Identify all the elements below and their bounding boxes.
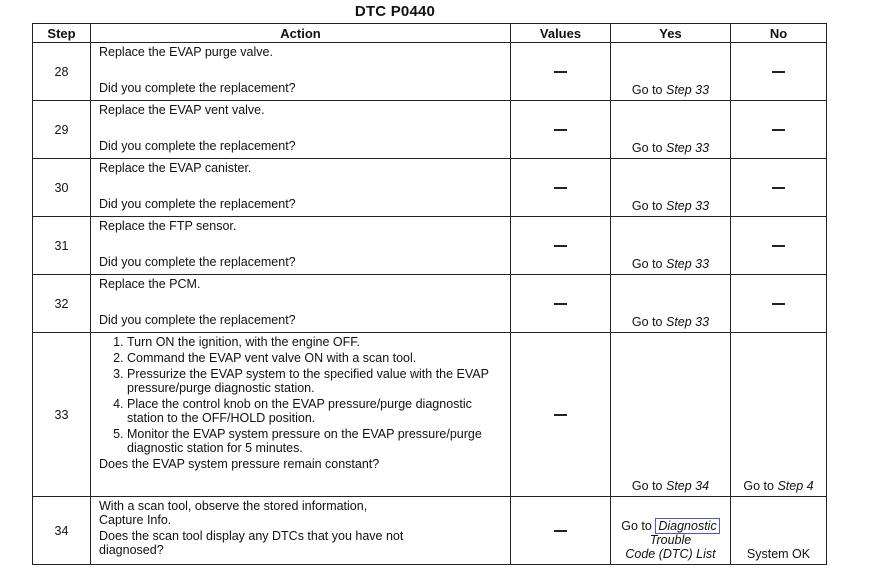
list-item: 1. Turn ON the ignition, with the engine OFF. [127,335,504,349]
action-question: Does the EVAP system pressure remain constant? [99,457,380,471]
step-number: 32 [33,275,91,333]
dash [554,129,567,131]
page-title: DTC P0440 [354,3,436,20]
table-row [33,275,827,333]
dash [554,71,567,73]
step-number: 29 [33,101,91,159]
dash [772,129,785,131]
table-row [33,43,827,101]
yes-step-link[interactable]: Step 33 [665,257,710,271]
values-cell [511,159,611,217]
table-row [33,217,827,275]
action-cell [91,333,511,497]
yes-cell [611,275,731,333]
yes-step-link[interactable]: Step 34 [665,479,710,493]
yes-step-link[interactable]: Step 33 [665,141,710,155]
list-item: 2. Command the EVAP vent valve ON with a scan tool. [127,351,504,365]
step-number: 33 [33,333,91,497]
no-step-link[interactable]: Step 4 [777,479,814,493]
goto-label: Go to [631,257,663,271]
dtc-list-link[interactable]: Diagnostic [655,518,719,534]
yes-cell [611,43,731,101]
dash [772,303,785,305]
action-cell [91,159,511,217]
dash [554,530,567,532]
no-cell [731,333,827,497]
no-cell [731,275,827,333]
action-text: Capture Info. [99,513,172,527]
action-question: Did you complete the replacement? [99,255,296,269]
dash [554,187,567,189]
dash [772,71,785,73]
values-cell [511,101,611,159]
yes-cell [611,101,731,159]
system-ok-text: System OK [746,547,811,561]
header-action: Action [91,24,511,43]
step-number: 28 [33,43,91,101]
header-step: Step [33,24,91,43]
dash [554,414,567,416]
values-cell [511,43,611,101]
no-cell [731,159,827,217]
action-text: Replace the EVAP purge valve. [99,45,273,59]
step-number: 34 [33,497,91,565]
goto-label: Go to [631,83,663,97]
action-cell [91,217,511,275]
goto-label: Go to [743,479,774,493]
action-text: Replace the FTP sensor. [99,219,237,233]
yes-step-link[interactable]: Step 33 [665,315,710,329]
action-question: Did you complete the replacement? [99,139,296,153]
action-question: Did you complete the replacement? [99,313,296,327]
yes-cell [611,497,731,565]
table-row [33,497,827,565]
list-item: 5. Monitor the EVAP system pressure on the EVAP pressure/purge diagnostic station for 5 minutes. [127,427,504,455]
action-question: Did you complete the replacement? [99,81,296,95]
header-values: Values [511,24,611,43]
action-cell [91,497,511,565]
step-number: 30 [33,159,91,217]
no-cell [731,101,827,159]
dtc-list-link-text[interactable]: Trouble [649,533,692,547]
procedure-list [99,335,504,455]
list-item: 3. Pressurize the EVAP system to the specified value with the EVAP pressure/purge diagnostic station. [127,367,504,395]
goto-label: Go to [631,141,663,155]
action-question: Did you complete the replacement? [99,197,296,211]
header-yes: Yes [611,24,731,43]
action-cell [91,275,511,333]
values-cell [511,217,611,275]
action-question: Does the scan tool display any DTCs that you have not [99,529,404,543]
yes-cell [611,159,731,217]
step-number: 31 [33,217,91,275]
goto-label: Go to [621,519,652,533]
action-text: Replace the EVAP canister. [99,161,252,175]
action-text: With a scan tool, observe the stored information, [99,499,368,513]
dash [772,245,785,247]
action-text: Replace the EVAP vent valve. [99,103,265,117]
yes-cell [611,217,731,275]
action-cell [91,43,511,101]
table-row [33,333,827,497]
header-no: No [731,24,827,43]
yes-cell [611,333,731,497]
action-cell [91,101,511,159]
dash [554,303,567,305]
action-text: Replace the PCM. [99,277,201,291]
table-row [33,101,827,159]
goto-label: Go to [631,199,663,213]
dash [554,245,567,247]
dash [772,187,785,189]
yes-step-link[interactable]: Step 33 [665,83,710,97]
action-question: diagnosed? [99,543,164,557]
yes-step-link[interactable]: Step 33 [665,199,710,213]
no-cell [731,217,827,275]
goto-label: Go to [631,479,663,493]
values-cell [511,333,611,497]
diagnostic-table [32,23,827,565]
dtc-list-link-text[interactable]: Code (DTC) List [625,547,716,561]
no-cell [731,497,827,565]
header-row [33,24,827,43]
list-item: 4. Place the control knob on the EVAP pressure/purge diagnostic station to the OFF/HOLD position. [127,397,504,425]
values-cell [511,497,611,565]
no-cell [731,43,827,101]
values-cell [511,275,611,333]
table-row [33,159,827,217]
goto-label: Go to [631,315,663,329]
